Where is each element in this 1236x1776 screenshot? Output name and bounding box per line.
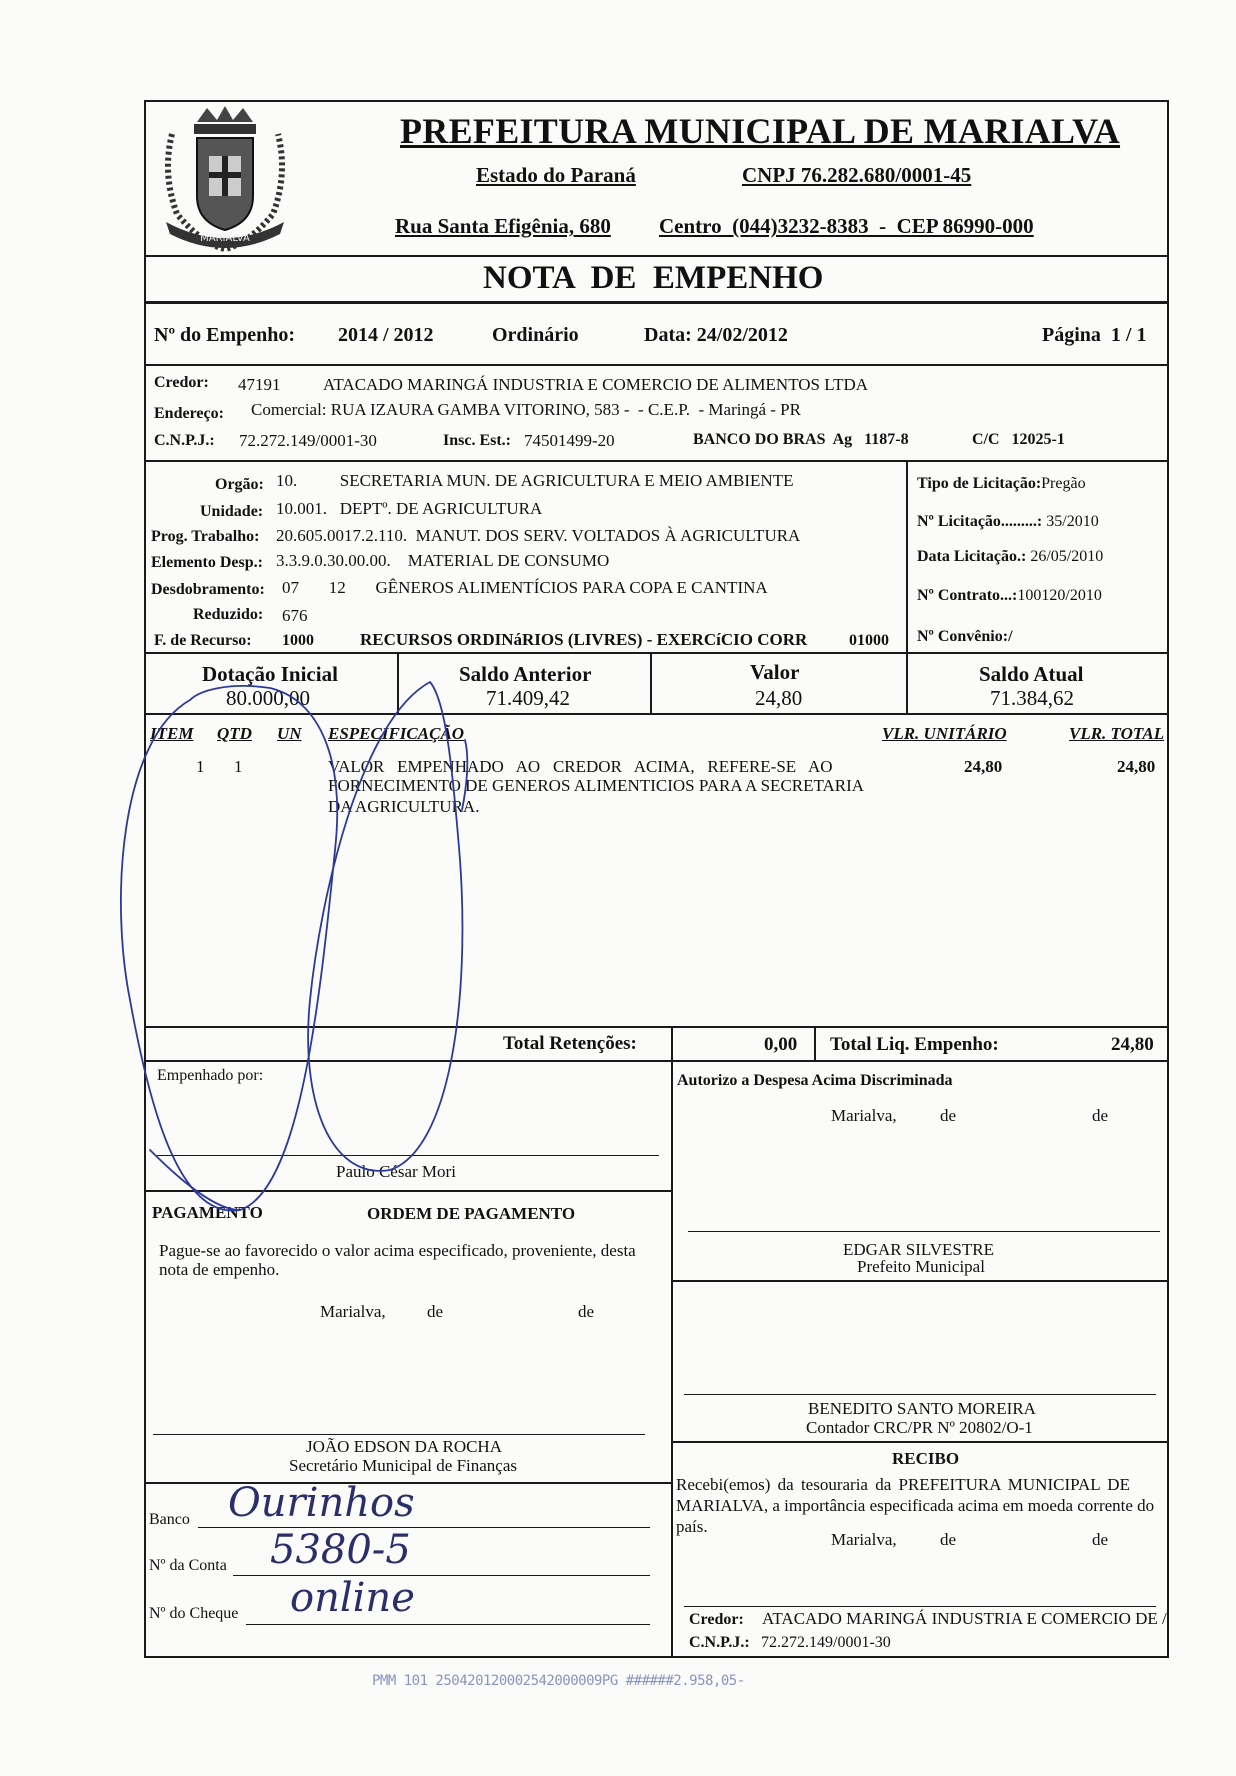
cheque-handwritten: online (290, 1575, 415, 1621)
recurso-label: F. de Recurso: (154, 632, 252, 649)
signature-line (157, 1155, 659, 1156)
row-item: 1 (196, 757, 205, 776)
page-number: Página 1 / 1 (1042, 324, 1147, 346)
divider (144, 1060, 1169, 1062)
signature-line (688, 1231, 1160, 1232)
saldo-anterior-label: Saldo Anterior (459, 662, 592, 686)
credor-name: ATACADO MARINGÁ INDUSTRIA E COMERCIO DE ALIMENTOS LTDA (323, 375, 869, 394)
autorizo-local: Marialva, (831, 1106, 897, 1125)
reduzido-label: Reduzido: (193, 606, 264, 623)
credor-cnpj: 72.272.149/0001-30 (239, 431, 377, 450)
licitacao-number: Nº Licitação.........: 35/2010 (917, 513, 1099, 530)
total-liquido-value: 24,80 (1111, 1034, 1154, 1055)
valor-label: Valor (750, 660, 800, 684)
saldo-atual-value: 71.384,62 (990, 686, 1074, 710)
prog-value: 20.605.0017.2.110. MANUT. DOS SERV. VOLTADOS À AGRICULTURA (276, 526, 801, 545)
secretario-cargo: Secretário Municipal de Finanças (289, 1456, 518, 1475)
divider (144, 301, 1169, 304)
signature-line (684, 1606, 1156, 1607)
recibo-de1: de (940, 1530, 957, 1549)
contador-nome: BENEDITO SANTO MOREIRA (808, 1399, 1036, 1418)
banco-label: Banco (149, 1511, 190, 1528)
recibo-label: RECIBO (892, 1449, 960, 1468)
recibo-cnpj-label: C.N.P.J.: (689, 1634, 750, 1651)
unidade-value: 10.001. DEPTº. DE AGRICULTURA (276, 499, 543, 518)
divider (671, 1280, 1169, 1282)
divider-vertical (906, 460, 908, 652)
row-unit-price: 24,80 (964, 757, 1003, 776)
empenho-number-label: Nº do Empenho: (154, 324, 296, 346)
conta-label: Nº da Conta (149, 1557, 227, 1574)
signature-line (684, 1394, 1156, 1395)
saldo-anterior-value: 71.409,42 (486, 686, 570, 710)
empenho-date: Data: 24/02/2012 (644, 324, 788, 346)
dotacao-inicial-value: 80.000,00 (226, 686, 310, 710)
insc-label: Insc. Est.: (443, 432, 512, 449)
credor-label: Credor: (154, 374, 209, 391)
contador-cargo: Contador CRC/PR Nº 20802/O-1 (806, 1418, 1033, 1437)
recurso-number: 1000 (282, 632, 314, 649)
divider-vertical (650, 652, 652, 714)
cnpj-label: C.N.P.J.: (154, 432, 215, 449)
col-especificacao: ESPECIFICAÇÃO (328, 724, 465, 743)
licitacao-type: Tipo de Licitação:Pregão (917, 475, 1086, 492)
recibo-cnpj: 72.272.149/0001-30 (761, 1634, 891, 1651)
recibo-texto1: Recebi(emos) da tesouraria da PREFEITURA MUNICIPAL DE (676, 1475, 1130, 1494)
total-liquido-label: Total Liq. Empenho: (830, 1034, 999, 1055)
credor-account: C/C 12025-1 (972, 431, 1065, 448)
empenhado-label: Empenhado por: (157, 1067, 264, 1084)
divider (144, 1026, 1169, 1028)
divider-vertical (814, 1026, 816, 1061)
total-retencoes-value: 0,00 (764, 1034, 798, 1055)
cheque-label: Nº do Cheque (149, 1605, 239, 1622)
elemento-value: 3.3.9.0.30.00.00. MATERIAL DE CONSUMO (276, 551, 610, 570)
empenhado-nome: Paulo César Mori (336, 1162, 456, 1181)
banco-field-line (198, 1527, 650, 1528)
recibo-de2: de (1092, 1530, 1109, 1549)
divider (144, 1190, 672, 1192)
desdobramento-label: Desdobramento: (151, 581, 265, 598)
divider (671, 1441, 1169, 1443)
signature-line (153, 1434, 645, 1435)
autorizo-de2: de (1092, 1106, 1109, 1125)
recibo-credor: ATACADO MARINGÁ INDUSTRIA E COMERCIO DE / (762, 1609, 1167, 1628)
row-qtd: 1 (234, 757, 243, 776)
unidade-label: Unidade: (200, 503, 264, 520)
divider-vertical (397, 652, 399, 714)
elemento-label: Elemento Desp.: (151, 554, 263, 571)
pagamento-label: PAGAMENTO (152, 1203, 263, 1222)
col-item: ITEM (150, 724, 194, 743)
header-contact: Centro (044)3232-8383 - CEP 86990-000 (659, 214, 1034, 238)
row-spec-line2: FORNECIMENTO DE GENEROS ALIMENTICIOS PARA A SECRETARIA (328, 776, 865, 795)
pagamento-texto2: nota de empenho. (159, 1260, 280, 1279)
header-address: Rua Santa Efigênia, 680 (395, 214, 611, 238)
header-cnpj: CNPJ 76.282.680/0001-45 (742, 163, 972, 187)
prefeito-nome: EDGAR SILVESTRE (843, 1240, 994, 1259)
col-un: UN (277, 724, 302, 743)
payment-stamp: PMM 101 250420120002542000009PG ######2.958,05- (372, 1673, 745, 1689)
reduzido-value: 676 (282, 606, 308, 625)
divider-vertical (906, 652, 908, 714)
recibo-texto2: MARIALVA, a importância especificada acima em moeda corrente do (676, 1496, 1155, 1515)
prefeito-cargo: Prefeito Municipal (857, 1257, 985, 1276)
autorizo-label: Autorizo a Despesa Acima Discriminada (677, 1072, 953, 1089)
prog-label: Prog. Trabalho: (151, 528, 260, 545)
conta-handwritten: 5380-5 (270, 1527, 411, 1573)
row-total: 24,80 (1117, 757, 1156, 776)
header-state: Estado do Paraná (476, 163, 636, 187)
recibo-credor-label: Credor: (689, 1611, 744, 1628)
credor-bank: BANCO DO BRAS Ag 1187-8 (693, 431, 909, 448)
recibo-local: Marialva, (831, 1530, 897, 1549)
divider (144, 713, 1169, 715)
contrato-number: Nº Contrato...:100120/2010 (917, 587, 1102, 604)
divider (144, 364, 1169, 366)
recibo-texto3: país. (676, 1517, 708, 1536)
pagamento-de1: de (427, 1302, 444, 1321)
coat-of-arms-logo (152, 104, 298, 256)
banco-handwritten: Ourinhos (228, 1480, 415, 1526)
col-vlr-total: VLR. TOTAL (1069, 724, 1165, 743)
pagamento-local: Marialva, (320, 1302, 386, 1321)
saldo-atual-label: Saldo Atual (979, 662, 1084, 686)
header-title: PREFEITURA MUNICIPAL DE MARIALVA (400, 111, 1121, 151)
svg-text:MARIALVA: MARIALVA (200, 233, 250, 244)
convenio-number: Nº Convênio:/ (917, 628, 1013, 645)
row-spec-line3: DA AGRICULTURA. (328, 797, 480, 816)
divider (144, 255, 1169, 257)
licitacao-date: Data Licitação.: 26/05/2010 (917, 548, 1104, 565)
divider-vertical (671, 1060, 673, 1658)
ordem-pagamento: ORDEM DE PAGAMENTO (367, 1204, 576, 1223)
pagamento-texto1: Pague-se ao favorecido o valor acima especificado, proveniente, desta (159, 1241, 636, 1260)
doc-title: NOTA DE EMPENHO (483, 260, 824, 296)
recurso-name: RECURSOS ORDINáRIOS (LIVRES) - EXERCíCIO CORR (360, 630, 808, 649)
divider-vertical (671, 1026, 673, 1061)
divider (144, 652, 1169, 654)
col-qtd: QTD (217, 724, 252, 743)
total-retencoes-label: Total Retenções: (503, 1033, 637, 1054)
dotacao-inicial-label: Dotação Inicial (202, 662, 338, 686)
valor-value: 24,80 (755, 686, 803, 710)
secretario-nome: JOÃO EDSON DA ROCHA (306, 1437, 502, 1456)
credor-address: Comercial: RUA IZAURA GAMBA VITORINO, 583 - - C.E.P. - Maringá - PR (251, 400, 801, 419)
orgao-value: 10. SECRETARIA MUN. DE AGRICULTURA E MEIO AMBIENTE (276, 471, 794, 490)
cheque-field-line (246, 1624, 650, 1625)
empenho-number: 2014 / 2012 (338, 324, 434, 346)
orgao-label: Orgão: (215, 476, 264, 493)
row-spec-line1: VALOR EMPENHADO AO CREDOR ACIMA, REFERE-SE AO (328, 757, 833, 776)
pagamento-de2: de (578, 1302, 595, 1321)
autorizo-de1: de (940, 1106, 957, 1125)
divider (144, 460, 1169, 462)
col-vlr-unitario: VLR. UNITÁRIO (882, 724, 1007, 743)
credor-code: 47191 (238, 375, 281, 394)
credor-insc: 74501499-20 (524, 431, 615, 450)
recurso-code: 01000 (849, 632, 889, 649)
desdobramento-value: 07 12 GÊNEROS ALIMENTÍCIOS PARA COPA E CANTINA (282, 578, 768, 597)
empenho-type: Ordinário (492, 324, 579, 346)
endereco-label: Endereço: (154, 405, 224, 422)
